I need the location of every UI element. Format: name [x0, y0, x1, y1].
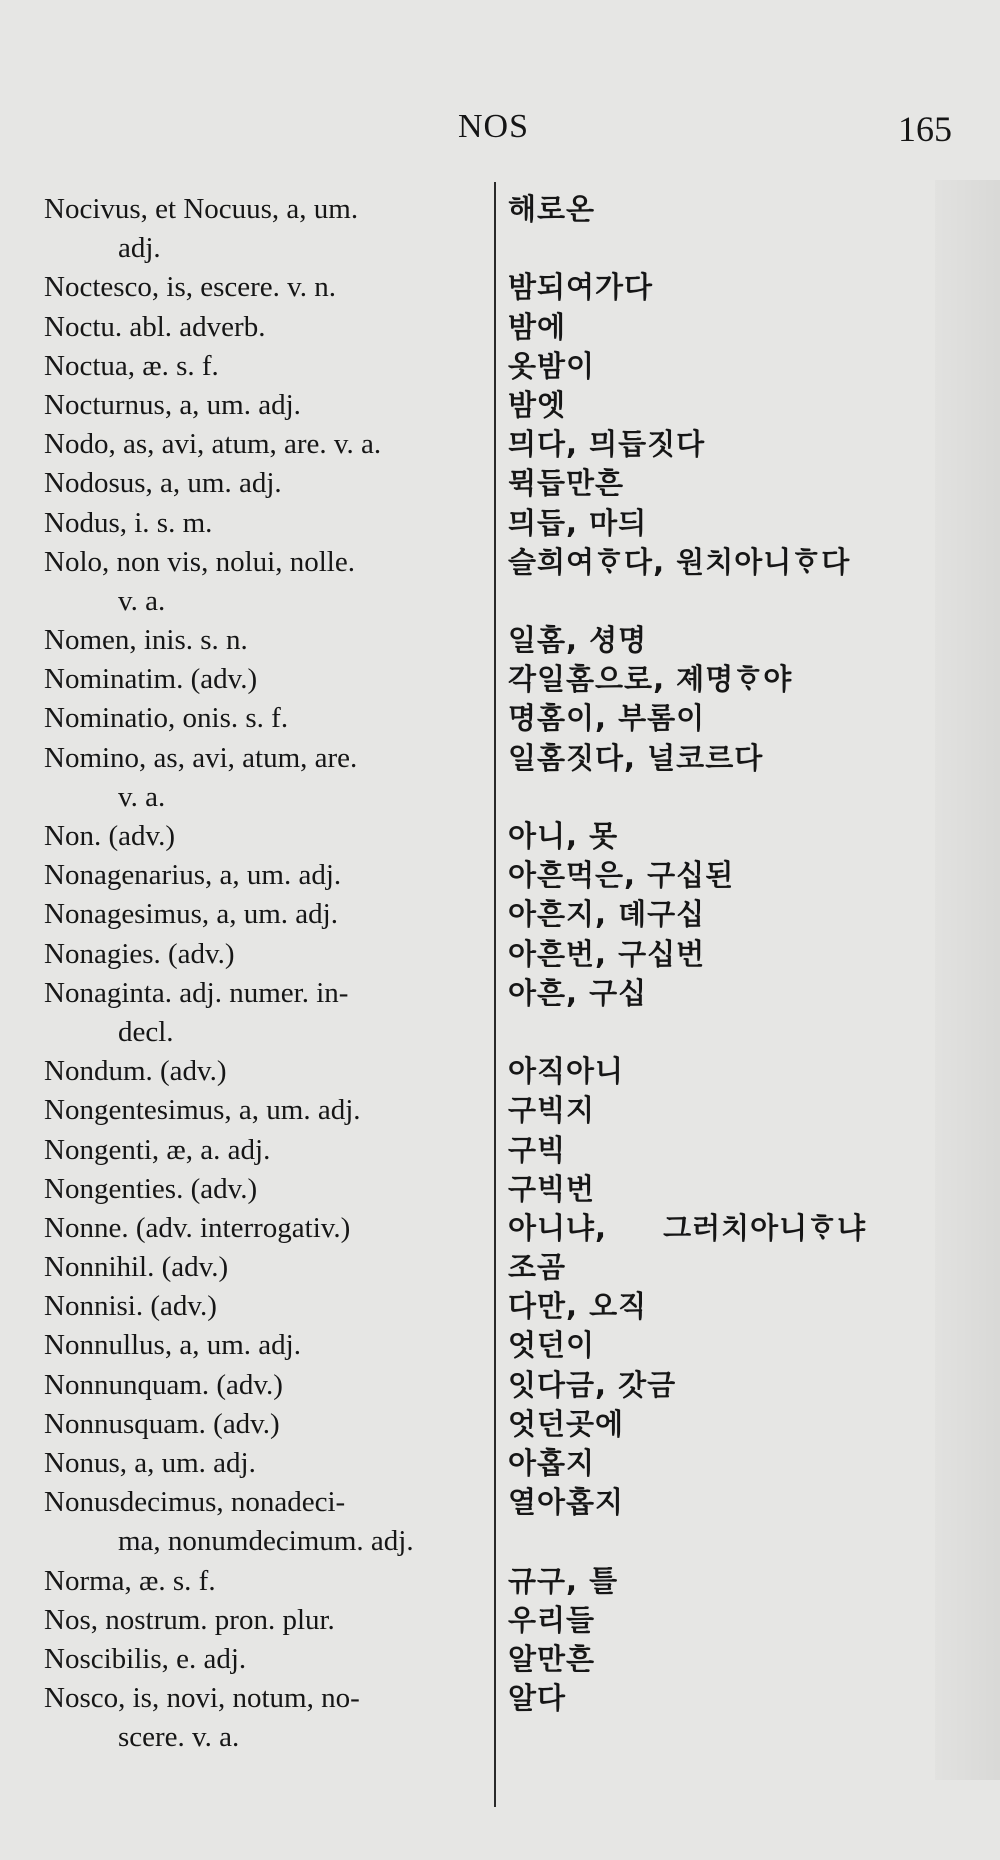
korean-gloss-text: 믜듭, 마듸: [508, 505, 648, 540]
korean-gloss-spacer: [508, 1718, 988, 1757]
korean-gloss-text: 구빅: [508, 1132, 567, 1167]
latin-headword: Nodo, as, avi, atum, are. v. a.: [44, 428, 382, 461]
korean-gloss: [508, 660, 988, 699]
latin-headword-continuation: v. a.: [118, 584, 166, 617]
korean-gloss: [508, 1640, 988, 1679]
running-head: NOS: [458, 108, 530, 145]
latin-headword-continuation: adj.: [118, 232, 161, 265]
korean-gloss-text: 우리들: [508, 1602, 596, 1637]
latin-headword: Nos, nostrum. pron. plur.: [44, 1603, 335, 1636]
korean-gloss: [508, 504, 988, 543]
korean-gloss-text: 구빅번: [508, 1171, 596, 1206]
korean-gloss-text: 뮉듭만흔: [508, 466, 625, 501]
korean-gloss-text: 아흔, 구십: [508, 975, 648, 1010]
korean-gloss: [508, 1248, 988, 1287]
korean-gloss-text: 열아홉지: [508, 1485, 625, 1520]
korean-gloss: [508, 1052, 988, 1091]
korean-gloss-text: 아흔먹은, 구십된: [508, 858, 735, 893]
latin-headword: Nonaginta. adj. numer. in-: [44, 976, 349, 1009]
korean-gloss: [508, 543, 988, 582]
korean-gloss-text: 알만흔: [508, 1641, 596, 1676]
korean-gloss: [508, 1405, 988, 1444]
latin-headword: Nosco, is, novi, notum, no-: [44, 1682, 360, 1715]
korean-gloss: [508, 347, 988, 386]
korean-gloss-spacer: [508, 582, 988, 621]
korean-gloss-text: 밤에: [508, 309, 567, 344]
latin-headword-continuation: decl.: [118, 1015, 174, 1048]
korean-gloss-text: 엇던곳에: [508, 1406, 625, 1441]
korean-gloss-text: 구빅지: [508, 1093, 596, 1128]
korean-gloss-text: 아직아니: [508, 1054, 625, 1089]
korean-gloss-text: 아흔번, 구십번: [508, 936, 706, 971]
korean-gloss-text: 아니, 못: [508, 819, 619, 853]
latin-headword: Nocturnus, a, um. adj.: [44, 388, 301, 421]
korean-gloss: [508, 1679, 988, 1718]
latin-headword: Noctu. abl. adverb.: [44, 310, 266, 343]
korean-gloss-spacer: [508, 778, 988, 817]
korean-gloss-text: 해로온: [508, 192, 596, 226]
korean-gloss: [508, 817, 988, 856]
latin-headword: Nonnihil. (adv.): [44, 1251, 229, 1284]
latin-headword: Nonnunquam. (adv.): [44, 1368, 283, 1401]
korean-gloss-text: 명홈이, 부롬이: [508, 701, 706, 736]
latin-headword: Non. (adv.): [44, 820, 175, 852]
korean-gloss-text: 일홈짓다, 널코르다: [508, 740, 764, 775]
korean-gloss: [508, 895, 988, 934]
latin-headword: Nonnisi. (adv.): [44, 1290, 217, 1323]
latin-headword: Nonus, a, um. adj.: [44, 1447, 256, 1479]
korean-gloss: [508, 856, 988, 895]
latin-headword: Noctua, æ. s. f.: [44, 349, 219, 382]
korean-gloss-text: 잇다금, 갓금: [508, 1367, 677, 1402]
korean-gloss-alternate: 그러치아니ᄒᆞ냐: [663, 1210, 867, 1245]
korean-gloss-spacer: [508, 1522, 988, 1561]
korean-gloss-text: 각일홈으로, 졔명ᄒᆞ야: [508, 662, 793, 697]
korean-gloss-text: 아니냐,: [508, 1210, 608, 1245]
korean-gloss: [508, 1483, 988, 1522]
korean-gloss-text: 아흔지, 뎨구십: [508, 897, 706, 932]
latin-headword: Nodosus, a, um. adj.: [44, 467, 282, 500]
korean-gloss: [508, 190, 988, 229]
korean-gloss: [508, 1209, 988, 1248]
korean-gloss-spacer: [508, 1013, 988, 1052]
korean-gloss-text: 아홉지: [508, 1446, 596, 1480]
korean-gloss: [508, 1326, 988, 1365]
latin-headword: Nomen, inis. s. n.: [44, 624, 248, 657]
latin-headword-continuation: ma, nonumdecimum. adj.: [118, 1525, 414, 1558]
latin-headword: Nomino, as, avi, atum, are.: [44, 741, 358, 774]
korean-gloss: [508, 1170, 988, 1209]
latin-headword: Nonagenarius, a, um. adj.: [44, 859, 342, 892]
latin-headword: Nocivus, et Nocuus, a, um.: [44, 193, 359, 225]
korean-gloss-text: 옷밤이: [508, 348, 596, 383]
korean-gloss: [508, 1091, 988, 1130]
korean-gloss-text: 알다: [508, 1681, 567, 1716]
latin-headword: Nominatim. (adv.): [44, 663, 258, 696]
korean-gloss: [508, 1287, 988, 1326]
latin-headword: Noscibilis, e. adj.: [44, 1642, 247, 1675]
latin-headword: Nonagesimus, a, um. adj.: [44, 898, 338, 931]
latin-headword: Nominatio, onis. s. f.: [44, 702, 289, 735]
korean-gloss-text: 슬희여ᄒᆞ다, 원치아니ᄒᆞ다: [508, 544, 851, 579]
latin-headword: Nonne. (adv. interrogativ.): [44, 1211, 351, 1244]
korean-gloss-text: 엇던이: [508, 1328, 596, 1363]
korean-gloss-text: 다만, 오직: [508, 1289, 648, 1324]
korean-gloss-text: 규구, 틀: [508, 1563, 619, 1598]
korean-gloss: [508, 1366, 988, 1405]
latin-headword: Noctesco, is, escere. v. n.: [44, 271, 337, 304]
latin-headword: Nondum. (adv.): [44, 1055, 227, 1088]
korean-gloss: [508, 621, 988, 660]
korean-gloss-spacer: [508, 229, 988, 268]
korean-gloss: [508, 1131, 988, 1170]
korean-gloss-column: [508, 190, 988, 1758]
korean-gloss: [508, 935, 988, 974]
korean-gloss: [508, 739, 988, 778]
korean-gloss: [508, 699, 988, 738]
latin-headword: Norma, æ. s. f.: [44, 1564, 216, 1597]
korean-gloss-text: 밤엣: [508, 387, 567, 422]
korean-gloss-text: 조곰: [508, 1250, 567, 1285]
korean-gloss: [508, 1444, 988, 1483]
latin-headword: Nodus, i. s. m.: [44, 506, 213, 539]
korean-gloss-text: 믜다, 믜듭짓다: [508, 427, 706, 462]
korean-gloss: [508, 1601, 988, 1640]
korean-gloss: [508, 464, 988, 503]
korean-gloss-text: 밤되여가다: [508, 270, 654, 305]
page-number: 165: [898, 109, 952, 149]
latin-headword: Nongenti, æ, a. adj.: [44, 1133, 271, 1166]
korean-gloss: [508, 974, 988, 1013]
korean-gloss-text: 일홈, 셩명: [508, 623, 648, 658]
latin-headword: Nonusdecimus, nonadeci-: [44, 1486, 346, 1519]
korean-gloss: [508, 268, 988, 307]
latin-headword: Nolo, non vis, nolui, nolle.: [44, 545, 355, 578]
latin-headword: Nongenties. (adv.): [44, 1172, 258, 1205]
latin-headword: Nonagies. (adv.): [44, 937, 235, 970]
korean-gloss: [508, 386, 988, 425]
latin-headword-continuation: v. a.: [118, 780, 166, 813]
column-divider-rule: [494, 182, 496, 1807]
korean-gloss: [508, 425, 988, 464]
latin-headword: Nongentesimus, a, um. adj.: [44, 1094, 361, 1127]
korean-gloss: [508, 308, 988, 347]
latin-headword-continuation: scere. v. a.: [118, 1721, 240, 1754]
latin-headword: Nonnullus, a, um. adj.: [44, 1329, 301, 1362]
latin-headword: Nonnusquam. (adv.): [44, 1407, 280, 1440]
korean-gloss: [508, 1562, 988, 1601]
latin-headword-column: [44, 190, 484, 1758]
